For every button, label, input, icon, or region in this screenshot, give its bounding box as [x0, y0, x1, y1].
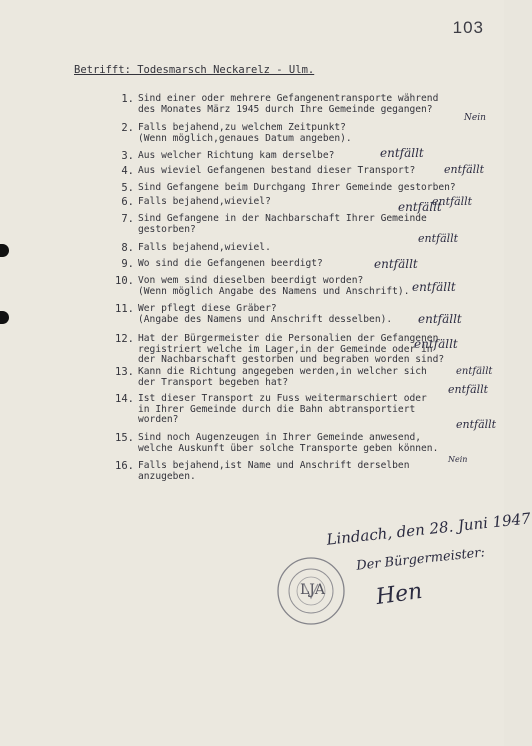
question-text: Sind Gefangene in der Nachbarschaft Ihrer Gemeinde gestorben? — [138, 213, 427, 235]
answer-13b: entfällt — [448, 383, 489, 396]
question-text: Hat der Bürgermeister die Personalien der Gefangenen registriert welche im Lager,in der Gemeinde oder in der Nachbarschaft gestorben und begraben worden sind? — [138, 333, 445, 365]
question-number: 11. — [115, 303, 134, 315]
question-text: Falls bejahend,zu welchem Zeitpunkt? (Wenn möglich,genaues Datum angeben). — [138, 122, 352, 144]
question-number: 8. — [121, 242, 134, 254]
question-text: Aus wieviel Gefangenen bestand dieser Transport? — [138, 165, 416, 176]
answer-11: entfällt — [418, 312, 462, 326]
question-number: 3. — [121, 150, 134, 162]
signature-place-date: Lindach, den 28. Juni 1947 — [325, 509, 532, 549]
page-number: 103 — [452, 18, 484, 37]
question-number: 6. — [121, 196, 134, 208]
question-number: 13. — [115, 366, 134, 378]
question-number: 2. — [121, 122, 134, 134]
question-text: Falls bejahend,wieviel. — [138, 242, 271, 253]
answer-14: entfällt — [456, 418, 497, 431]
question-number: 9. — [121, 258, 134, 270]
question-text: Ist dieser Transport zu Fuss weitermarschiert oder in Ihrer Gemeinde durch die Bahn abtransportiert worden? — [138, 393, 427, 425]
answer-3: entfällt — [380, 146, 424, 160]
answer-7: entfällt — [418, 232, 459, 245]
answer-9: entfällt — [374, 257, 418, 271]
stamp-center-text: LJA — [300, 582, 326, 598]
signature-role: Der Bürgermeister: — [355, 545, 486, 574]
question-number: 10. — [115, 275, 134, 287]
question-text: Wer pflegt diese Gräber? (Angabe des Namens und Anschrift desselben). — [138, 303, 393, 325]
answer-6: entfällt — [398, 200, 442, 214]
question-text: Sind noch Augenzeugen in Ihrer Gemeinde anwesend, welche Auskunft über solche Transporte geben können. — [138, 432, 439, 454]
question-number: 4. — [121, 165, 134, 177]
question-text: Von wem sind dieselben beerdigt worden? (Wenn möglich Angabe des Namens und Anschrift). — [138, 275, 410, 297]
subject-line: Betrifft: Todesmarsch Neckarelz - Ulm. — [74, 64, 315, 76]
question-number: 15. — [115, 432, 134, 444]
answer-12: entfällt — [414, 337, 458, 351]
answer-1: Nein — [464, 113, 486, 123]
answer-4: entfällt — [444, 163, 485, 176]
punch-hole-top — [0, 244, 9, 257]
signature-name: Hen — [374, 578, 424, 611]
question-text: Falls bejahend,ist Name und Anschrift derselben anzugeben. — [138, 460, 410, 482]
answer-13: entfällt — [456, 366, 493, 377]
question-text: Kann die Richtung angegeben werden,in welcher sich der Transport begeben hat? — [138, 366, 427, 388]
question-number: 7. — [121, 213, 134, 225]
question-text: Wo sind die Gefangenen beerdigt? — [138, 258, 323, 269]
question-text: Sind Gefangene beim Durchgang Ihrer Gemeinde gestorben? — [138, 182, 456, 193]
question-text: Sind einer oder mehrere Gefangenentransporte während des Monates März 1945 durch Ihre Gemeinde gegangen? — [138, 93, 439, 115]
question-number: 12. — [115, 333, 134, 345]
question-text: Falls bejahend,wieviel? — [138, 196, 271, 207]
question-text: Aus welcher Richtung kam derselbe? — [138, 150, 335, 161]
answer-5: entfällt — [432, 195, 473, 208]
question-number: 14. — [115, 393, 134, 405]
answer-16: Nein — [448, 455, 468, 464]
question-number: 1. — [121, 93, 134, 105]
question-number: 5. — [121, 182, 134, 194]
question-number: 16. — [115, 460, 134, 472]
answer-10: entfällt — [412, 280, 456, 294]
punch-hole-bottom — [0, 311, 9, 324]
